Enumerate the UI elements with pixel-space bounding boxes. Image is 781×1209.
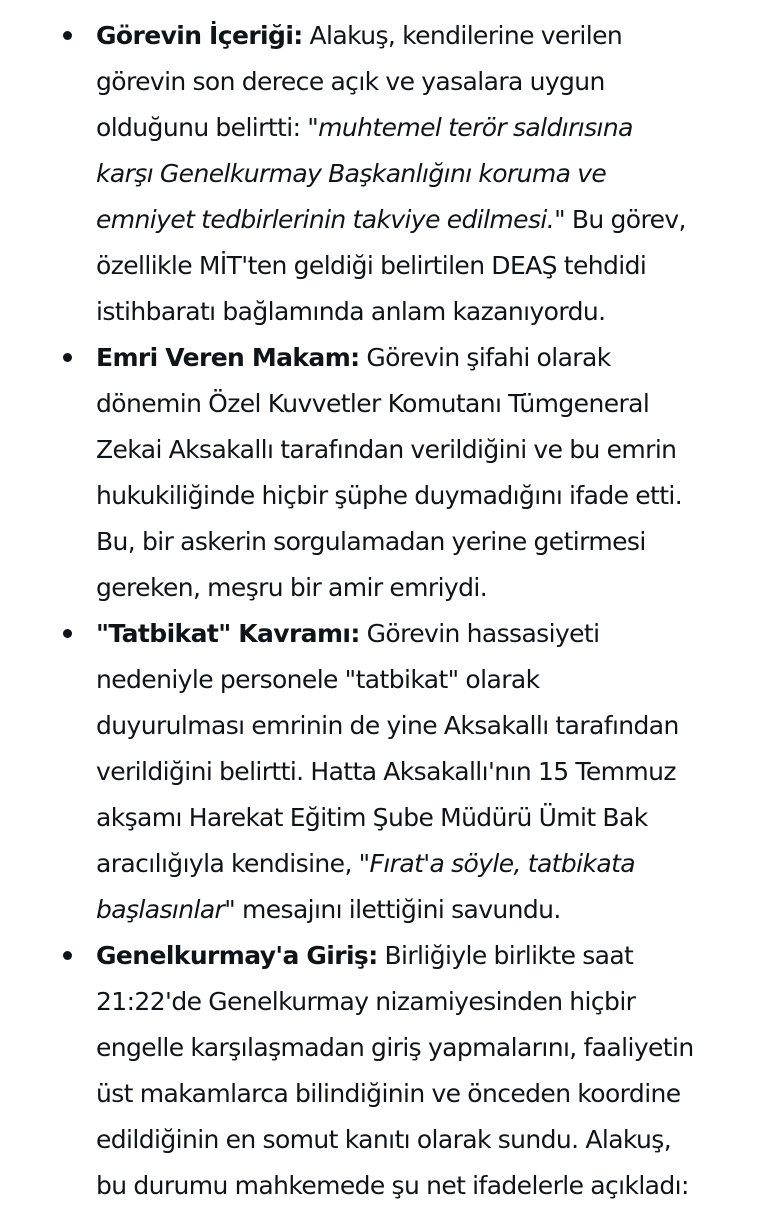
quote-text: başlasınlar"	[96, 895, 236, 924]
text: mesajını ilettiğini savundu.	[235, 895, 561, 924]
line: bu durumu mahkemede şu net ifadelerle açıkladı:	[96, 1171, 689, 1200]
line: akşamı Harekat Eğitim Şube Müdürü Ümit Bak	[96, 803, 648, 832]
item-heading: Görevin İçeriği:	[96, 21, 303, 50]
item-heading: Emri Veren Makam:	[96, 343, 360, 372]
document-body	[0, 13, 781, 1209]
line: Bu, bir askerin sorgulamadan yerine getirmesi	[96, 527, 646, 556]
text: Görevin hassasiyeti	[366, 619, 600, 648]
text: olduğunu belirtti:	[96, 113, 308, 142]
text: Alakuş, kendilerine verilen	[309, 21, 623, 50]
line	[96, 611, 773, 657]
list-item-emri-veren-makam	[0, 335, 781, 611]
list-item-tatbikat-kavrami	[0, 611, 781, 933]
line	[96, 197, 773, 243]
line: gereken, meşru bir amir emriydi.	[96, 573, 488, 602]
line: verildiğini belirtti. Hatta Aksakallı'nın 15 Temmuz	[96, 757, 676, 786]
line: engelle karşılaşmadan giriş yapmalarını, faaliyetin	[96, 1033, 694, 1062]
line: görevin son derece açık ve yasalara uygun	[96, 67, 605, 96]
list-item-genelkurmaya-giris	[0, 933, 781, 1209]
item-heading: Genelkurmay'a Giriş:	[96, 941, 378, 970]
line	[96, 13, 773, 59]
line: hukukiliğinde hiçbir şüphe duymadığını ifade etti.	[96, 481, 683, 510]
line	[96, 335, 773, 381]
line	[96, 105, 773, 151]
quote-text: "muhtemel terör saldırısına	[307, 113, 633, 142]
text: aracılığıyla kendisine,	[96, 849, 359, 878]
text: Görevin şifahi olarak	[366, 343, 611, 372]
line	[96, 887, 773, 933]
line: üst makamlarca bilindiğinin ve önceden koordine	[96, 1079, 681, 1108]
list-item-gorevin-icerigi	[0, 13, 781, 335]
line: dönemin Özel Kuvvetler Komutanı Tümgeneral	[96, 389, 650, 418]
line	[96, 933, 773, 979]
text: Birliğiyle birlikte saat	[384, 941, 634, 970]
line: istihbaratı bağlamında anlam kazanıyordu.	[96, 297, 606, 326]
item-heading: "Tatbikat" Kavramı:	[96, 619, 360, 648]
line: edildiğinin en somut kanıtı olarak sundu. Alakuş,	[96, 1125, 672, 1154]
bullet-icon	[63, 951, 72, 960]
bullet-icon	[63, 353, 72, 362]
line: Zekai Aksakallı tarafından verildiğini ve bu emrin	[96, 435, 677, 464]
line: özellikle MİT'ten geldiği belirtilen DEAŞ tehdidi	[96, 251, 647, 280]
bullet-icon	[63, 629, 72, 638]
line: duyurulması emrinin de yine Aksakallı tarafından	[96, 711, 679, 740]
quote-text: "Fırat'a söyle, tatbikata	[358, 849, 635, 878]
quote-text: emniyet tedbirlerinin takviye edilmesi."	[96, 205, 565, 234]
bullet-icon	[63, 31, 72, 40]
line: nedeniyle personele "tatbikat" olarak	[96, 665, 540, 694]
text: Bu görev,	[564, 205, 686, 234]
line: 21:22'de Genelkurmay nizamiyesinden hiçbir	[96, 987, 636, 1016]
quote-text: karşı Genelkurmay Başkanlığını koruma ve	[96, 159, 607, 188]
line	[96, 841, 773, 887]
